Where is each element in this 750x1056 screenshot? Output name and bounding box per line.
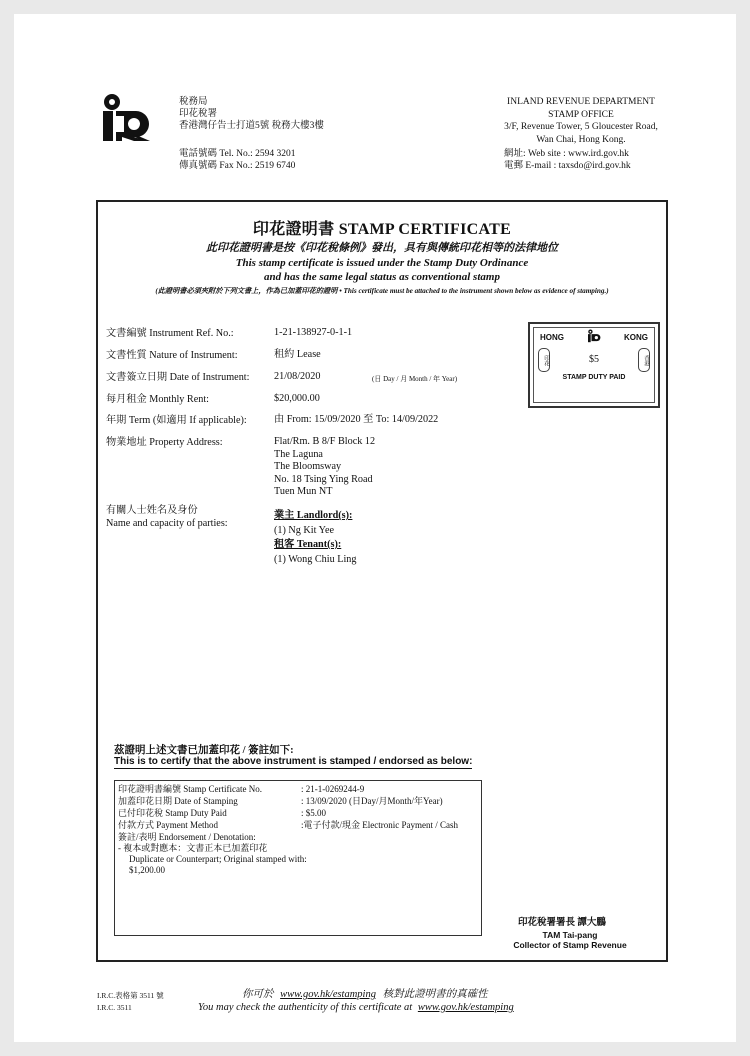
certify-en: This is to certify that the above instrument is stamped / endorsed as below: [114,756,473,767]
verify-link-1[interactable]: www.gov.hk/estamping [280,989,376,1000]
subtitle-en-2: and has the same legal status as conventional stamp [264,271,500,283]
header-cn-address: 稅務局 印花稅署 香港灣仔告士打道5號 稅務大樓3樓 [179,97,324,131]
parties-value [274,510,356,566]
stamp-kong: KONG [624,333,648,342]
ird-logo-icon [100,92,158,144]
collector-name: TAM Tai-pang [542,930,598,940]
ref-label: 文書編號 Instrument Ref. No.: [106,328,234,339]
header-phone [179,148,296,172]
collector-block [498,930,642,950]
date-label: 文書簽立日期 Date of Instrument: [106,372,250,383]
stamp-amount: $5 [589,354,599,365]
fax: 傳真號碼 Fax No.: 2519 6740 [179,161,296,171]
form-number: I.R.C.表格第 3511 號 I.R.C. 3511 [97,991,164,1012]
collector-cn: 印花稅署署長 譚大鵬 [518,918,606,928]
verify-cn: 你可於 www.gov.hk/estamping 核對此證明書的真確性 [242,989,488,1000]
date-value: 21/08/2020 [274,371,321,382]
nature-value: 租約 Lease [274,349,321,360]
payment-value: :電子付款/現金 Electronic Payment / Cash [301,820,458,830]
tenant-name: (1) Wong Chiu Ling [274,553,357,565]
payment-label: 付款方式 Payment Method [118,820,218,830]
term-value: 由 From: 15/09/2020 至 To: 14/09/2022 [274,414,439,425]
endorsement-line-2: Duplicate or Counterpart; Original stamped with: [129,854,307,864]
stamp-duty-stamp [528,322,660,408]
email[interactable]: 電郵 E-mail : taxsdo@ird.gov.hk [504,161,631,171]
endorsement-line-1: - 複本或對應本：文書正本已加蓋印花 [118,843,268,853]
stamping-date-label: 加蓋印花日期 Date of Stamping [118,796,238,806]
fine-note: (此證明書必須夾附於下列文書上，作為已加蓋印花的證明 • This certificate must be attached to the instrument shown below as evidence of stamping.) [155,287,609,295]
header-en-address: INLAND REVENUE DEPARTMENT STAMP OFFICE 3/F, Revenue Tower, 5 Gloucester Road, Wan Chai, Hong Kong. [504,97,658,145]
certificate-title: 印花證明書 STAMP CERTIFICATE [252,221,512,238]
ref-value: 1-21-138927-0-1-1 [274,327,353,338]
stamp-hong: HONG [540,333,564,342]
verify-link-2[interactable]: www.gov.hk/estamping [417,1002,514,1013]
parties-label: 有關人士姓名及身份 Name and capacity of parties: [106,505,228,529]
stamping-date-value: : 13/09/2020 (日Day/月Month/年Year) [301,796,443,806]
stamp-side-left: 印花 [538,348,550,372]
date-format: (日 Day / 月 Month / 年 Year) [372,375,458,383]
address-label: 物業地址 Property Address: [106,437,223,448]
verify-en: You may check the authenticity of this certificate at www.gov.hk/estamping [198,1002,514,1013]
term-label: 年期 Term (如適用 If applicable): [106,415,247,426]
subtitle-en-1: This stamp certificate is issued under the Stamp Duty Ordinance [235,257,529,269]
certify-cn: 茲證明上述文書已加蓋印花 / 簽註如下: [114,745,294,756]
rent-value: $20,000.00 [274,393,320,404]
endorsement-label: 簽註/表明 Endorsement / Denotation: [118,832,256,842]
endorsement-line-3: $1,200.00 [129,865,165,875]
website[interactable]: 網址: Web site : www.ird.gov.hk [504,149,629,159]
tel: 電話號碼 Tel. No.: 2594 3201 [179,149,296,159]
stamp-side-right: 香港 [638,348,650,372]
tenant-heading: 租客 Tenant(s): [274,539,342,550]
collector-title: Collector of Stamp Revenue [513,940,627,950]
address-value: Flat/Rm. B 8/F Block 12 The Laguna The Bloomsway No. 18 Tsing Ying Road Tuen Mun NT [274,436,376,497]
stamp-logo-icon [586,329,604,343]
landlord-name: (1) Ng Kit Yee [274,524,334,536]
subtitle-cn: 此印花證明書是按《印花稅條例》發出，具有與傳統印花相等的法律地位 [206,242,558,254]
duty-label: 已付印花稅 Stamp Duty Paid [118,808,227,818]
landlord-heading: 業主 Landlord(s): [274,510,353,521]
header-contact [504,148,631,172]
nature-label: 文書性質 Nature of Instrument: [106,350,238,361]
stamp-details-box [114,780,482,936]
certificate-frame [96,200,668,962]
cert-no-label: 印花證明書編號 Stamp Certificate No. [118,784,262,794]
cert-no-value: : 21-1-0269244-9 [301,784,365,794]
rent-label: 每月租金 Monthly Rent: [106,394,210,405]
certificate-page [14,14,736,1042]
stamp-caption: STAMP DUTY PAID [562,374,626,381]
duty-value: : $5.00 [301,808,327,818]
